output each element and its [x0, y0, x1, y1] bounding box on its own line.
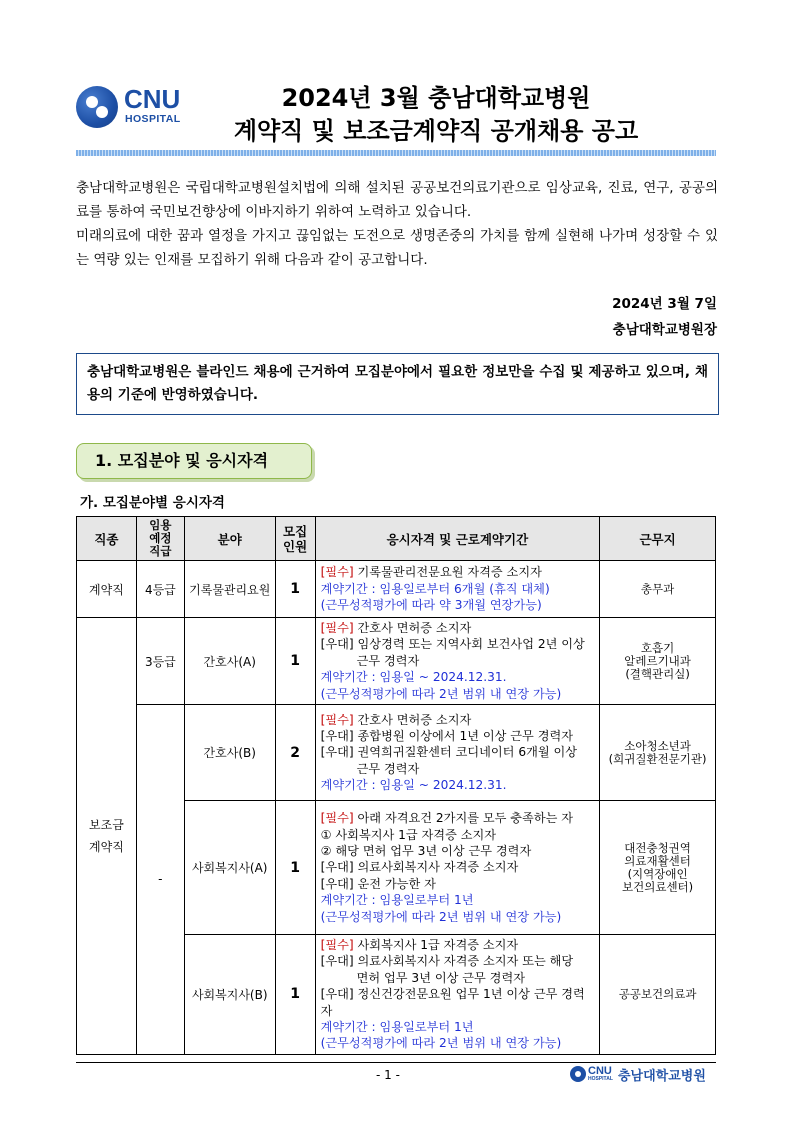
contract-period: 계약기간 : 임용일 ~ 2024.12.31. — [320, 670, 507, 685]
footer-hospital-name: 충남대학교병원 — [618, 1069, 706, 1084]
intro-paragraph-2: 미래의료에 대한 꿈과 열정을 가지고 끊임없는 도전으로 생명존중의 가치를 함께 실현해 나가며 성장할 수 있는 역량 있는 인재를 모집하기 위해 다음과 같이 공고합니다. — [76, 228, 718, 268]
contract-extension: (근무성적평가에 따라 2년 범위 내 연장 가능) — [320, 909, 562, 924]
cell-qualification — [315, 801, 600, 935]
preferred-1-cont: 면허 업무 3년 이상 근무 경력자 — [356, 970, 525, 985]
footer-emblem-icon — [570, 1066, 586, 1082]
requirement-item-2: ② 해당 면허 업무 3년 이상 근무 경력자 — [320, 843, 532, 858]
preferred-1: [우대] 종합병원 이상에서 1년 이상 근무 경력자 — [320, 728, 574, 743]
contract-extension: (근무성적평가에 따라 2년 범위 내 연장 가능) — [320, 1036, 562, 1051]
footer-divider — [76, 1062, 716, 1063]
header-count-text: 모집 인원 — [283, 523, 308, 554]
section-heading: 1. 모집분야 및 응시자격 — [76, 443, 312, 479]
cell-place: 총무과 — [600, 561, 716, 618]
preferred-2-cont: 근무 경력자 — [356, 761, 420, 776]
footer-hospital-text: HOSPITAL — [588, 1076, 613, 1082]
cell-count: 1 — [275, 935, 315, 1055]
preferred-1-cont: 근무 경력자 — [356, 653, 420, 668]
header-type: 직종 — [77, 517, 137, 561]
header-field: 분야 — [184, 517, 275, 561]
table-row — [77, 561, 716, 618]
cell-field: 사회복지사(B) — [184, 935, 275, 1055]
table-row — [77, 705, 716, 801]
cell-grade: 3등급 — [136, 618, 184, 705]
cell-field: 사회복지사(A) — [184, 801, 275, 935]
contract-period: 계약기간 : 임용일로부터 6개월 (휴직 대체) — [320, 581, 550, 596]
preferred-1: [우대] 의료사회복지사 자격증 소지자 또는 해당 — [320, 954, 574, 969]
header-place: 근무지 — [600, 517, 716, 561]
preferred-2: [우대] 운전 가능한 자 — [320, 876, 436, 891]
required-tag: [필수] — [320, 712, 354, 727]
table-header-row — [77, 517, 716, 561]
contract-period: 계약기간 : 임용일로부터 1년 — [320, 1020, 474, 1035]
cell-type-text: 보조금 계약직 — [89, 817, 124, 854]
footer-logo — [570, 1065, 720, 1085]
page-number: - 1 - — [376, 1068, 400, 1082]
contract-period: 계약기간 : 임용일로부터 1년 — [320, 893, 474, 908]
required-tag: [필수] — [320, 938, 354, 953]
cnu-emblem-icon — [76, 86, 118, 128]
requirement-item-1: ① 사회복지사 1급 자격증 소지자 — [320, 827, 497, 842]
intro-text — [76, 176, 718, 272]
cell-qualification — [315, 618, 600, 705]
header-grade-text: 임용 예정 직급 — [149, 518, 172, 558]
required-text: 사회복지사 1급 자격증 소지자 — [353, 938, 519, 953]
cell-type: 계약직 — [77, 561, 137, 618]
header-qualification: 응시자격 및 근로계약기간 — [315, 517, 600, 561]
preferred-1: [우대] 의료사회복지사 자격증 소지자 — [320, 860, 519, 875]
contract-period: 계약기간 : 임용일 ~ 2024.12.31. — [320, 778, 507, 793]
cell-place-text: 호흡기 알레르기내과 (결핵관리실) — [624, 640, 691, 681]
preferred-1: [우대] 임상경력 또는 지역사회 보건사업 2년 이상 — [320, 637, 585, 652]
cell-place — [600, 618, 716, 705]
contract-extension: (근무성적평가에 따라 약 3개월 연장가능) — [320, 598, 542, 613]
required-tag: [필수] — [320, 565, 354, 580]
cell-field: 간호사(A) — [184, 618, 275, 705]
cell-place — [600, 705, 716, 801]
subsection-heading: 가. 모집분야별 응시자격 — [80, 495, 225, 511]
cell-type — [77, 618, 137, 1055]
cell-place: 공공보건의료과 — [600, 935, 716, 1055]
announcement-signer: 충남대학교병원장 — [612, 322, 717, 338]
header — [76, 74, 716, 144]
header-grade — [136, 517, 184, 561]
intro-paragraph-1: 충남대학교병원은 국립대학교병원설치법에 의해 설치된 공공보건의료기관으로 임상교육, 진료, 연구, 공공의료를 통하여 국민보건향상에 이바지하기 위하여 노력하고 있습니다. — [76, 180, 718, 220]
cell-field: 간호사(B) — [184, 705, 275, 801]
header-divider — [76, 150, 716, 156]
cell-qualification — [315, 935, 600, 1055]
cell-grade: 4등급 — [136, 561, 184, 618]
table-row — [77, 618, 716, 705]
cell-place-text: 대전충청권역 의료재활센터 (지역장애인 보건의료센터) — [622, 840, 694, 894]
recruitment-table — [76, 516, 716, 1055]
cell-place — [600, 801, 716, 935]
header-count — [275, 517, 315, 561]
cell-count: 1 — [275, 801, 315, 935]
preferred-2: [우대] 정신건강전문요원 업무 1년 이상 근무 경력자 — [320, 987, 585, 1018]
title-line-2: 계약직 및 보조금계약직 공개채용 공고 — [233, 117, 639, 145]
cnu-hospital-logo — [76, 84, 200, 130]
cell-qualification — [315, 705, 600, 801]
contract-extension: (근무성적평가에 따라 2년 범위 내 연장 가능) — [320, 686, 562, 701]
required-tag: [필수] — [320, 621, 354, 635]
required-text: 아래 자격요건 2가지를 모두 충족하는 자 — [353, 811, 574, 826]
required-text: 간호사 면허증 소지자 — [353, 621, 472, 635]
required-text: 기록물관리전문요원 자격증 소지자 — [353, 565, 542, 580]
cell-count: 2 — [275, 705, 315, 801]
logo-cnu-text: CNU — [124, 84, 181, 114]
required-text: 간호사 면허증 소지자 — [353, 712, 472, 727]
cell-field: 기록물관리요원 — [184, 561, 275, 618]
title-line-1: 2024년 3월 충남대학교병원 — [281, 84, 591, 112]
cell-count: 1 — [275, 618, 315, 705]
required-tag: [필수] — [320, 811, 354, 826]
cell-grade: - — [136, 705, 184, 1055]
cell-qualification — [315, 561, 600, 618]
cell-count: 1 — [275, 561, 315, 618]
blind-hiring-notice: 충남대학교병원은 블라인드 채용에 근거하여 모집분야에서 필요한 정보만을 수집 및 제공하고 있으며, 채용의 기준에 반영하였습니다. — [76, 353, 719, 415]
preferred-2: [우대] 권역희귀질환센터 코디네이터 6개월 이상 — [320, 745, 578, 760]
logo-hospital-text: HOSPITAL — [125, 113, 181, 125]
announcement-date: 2024년 3월 7일 — [612, 296, 717, 312]
cell-place-text: 소아청소년과 (희귀질환전문기관) — [608, 738, 707, 766]
footer-cnu-text: CNU — [588, 1065, 612, 1077]
